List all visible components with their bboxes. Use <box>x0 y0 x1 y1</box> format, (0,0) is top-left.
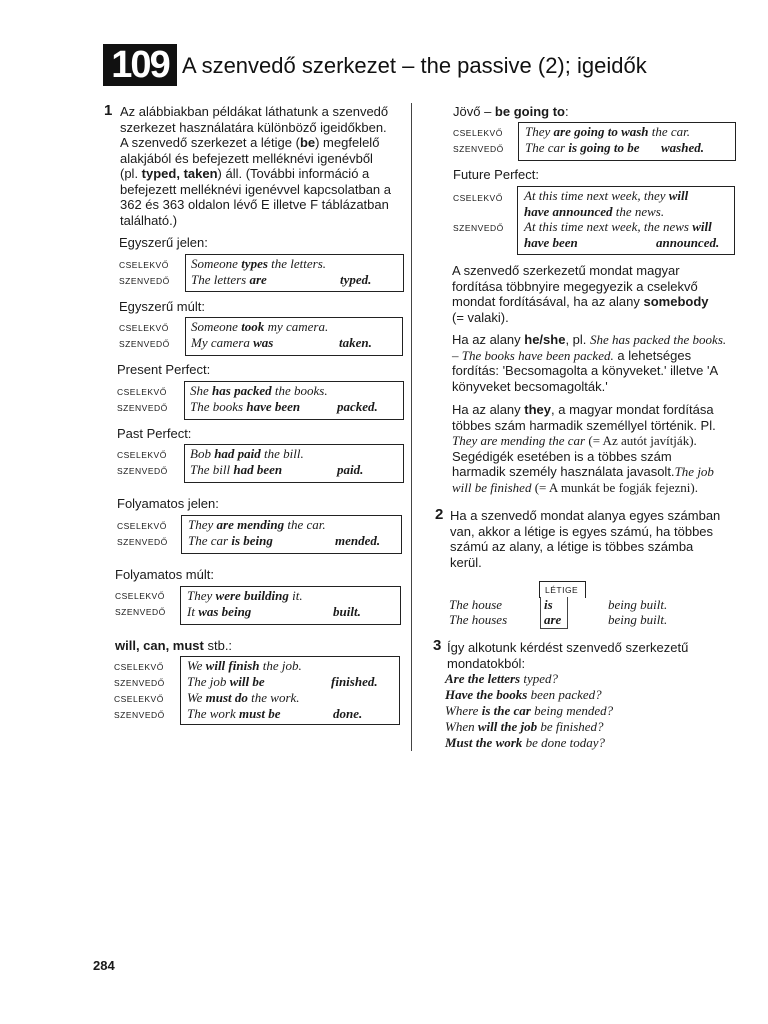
heading-egyszeru-mult: Egyszerű múlt: <box>119 299 205 314</box>
letige-bracket <box>567 597 568 629</box>
label-active: CSELEKVŐ <box>114 694 164 704</box>
passive-sentence: It was being <box>187 604 252 619</box>
passive-sentence: The job will be <box>187 674 265 689</box>
heading-past-perfect: Past Perfect: <box>117 426 192 441</box>
active-sentence: They were building it. <box>187 588 303 603</box>
paragraph-somebody: A szenvedő szerkezetű mondat magyar fordítása többnyire megegyezik a cselekvő mondat fordításával, ha az alany somebody (= valaki). <box>452 263 709 325</box>
past-participle: typed. <box>340 272 372 287</box>
past-participle: announced. <box>656 235 720 250</box>
label-passive: SZENVEDŐ <box>114 710 165 720</box>
section3-text: Így alkotunk kérdést szenvedő szerkezetű mondatokból: <box>447 640 689 671</box>
ending-singular: being built. <box>608 597 668 612</box>
section-number-3: 3 <box>433 637 442 654</box>
subject-singular: The house <box>449 597 503 612</box>
label-active: CSELEKVŐ <box>453 193 503 203</box>
section2-text: Ha a szenvedő mondat alanya egyes számban van, akkor a létige is egyes számú, ha többes számú az alany, a létige is többes számba kerül. <box>450 508 721 570</box>
verb-are: are <box>544 612 562 627</box>
past-participle: finished. <box>331 674 378 689</box>
heading-egyszeru-jelen: Egyszerű jelen: <box>119 235 208 250</box>
ending-plural: being built. <box>608 612 668 627</box>
active-sentence: They are mending the car. <box>188 517 326 532</box>
question-4: When will the job be finished? <box>445 719 604 734</box>
letige-bracket <box>540 597 541 629</box>
label-passive: SZENVEDŐ <box>117 403 168 413</box>
label-active: CSELEKVŐ <box>119 323 169 333</box>
passive-sentence-cont: have been <box>524 235 578 250</box>
active-sentence: Someone took my camera. <box>191 319 329 334</box>
section-number-1: 1 <box>104 102 113 119</box>
past-participle: built. <box>333 604 361 619</box>
active-sentence: We must do the work. <box>187 690 300 705</box>
heading-present-perfect: Present Perfect: <box>117 362 211 377</box>
label-active: CSELEKVŐ <box>117 387 167 397</box>
active-sentence: We will finish the job. <box>187 658 302 673</box>
question-5: Must the work be done today? <box>445 735 605 750</box>
heading-jovo: Jövő – be going to: <box>453 104 569 119</box>
letige-underline <box>540 628 568 629</box>
question-2: Have the books been packed? <box>445 687 602 702</box>
section-number-2: 2 <box>435 506 444 523</box>
label-passive: SZENVEDŐ <box>119 339 170 349</box>
passive-sentence: The work must be <box>187 706 281 721</box>
past-participle: paid. <box>337 462 364 477</box>
label-active: CSELEKVŐ <box>114 662 164 672</box>
label-passive: SZENVEDŐ <box>114 678 165 688</box>
verb-is: is <box>544 597 553 612</box>
label-passive: SZENVEDŐ <box>117 537 168 547</box>
label-passive: SZENVEDŐ <box>453 223 504 233</box>
subject-plural: The houses <box>449 612 508 627</box>
paragraph-they: Ha az alany they, a magyar mondat fordítása többes szám harmadik személlyel történik. Pl. They are mending the car (= Az autót javítják). Segédigék esetében is a többes szám harmadik személy használata javasolt.The job will be finished (= A munkát be fogják fejezni). <box>452 402 716 495</box>
label-passive: SZENVEDŐ <box>119 276 170 286</box>
label-active: CSELEKVŐ <box>117 521 167 531</box>
active-sentence: They are going to wash the car. <box>525 124 691 139</box>
label-active: CSELEKVŐ <box>453 128 503 138</box>
past-participle: packed. <box>337 399 378 414</box>
heading-folyamatos-jelen: Folyamatos jelen: <box>117 496 219 511</box>
section1-intro: Az alábbiakban példákat láthatunk a szenvedő szerkezet használatára különböző igeidőkben. A szenvedő szerkezet a létige (be) megfelelő alakjából és befejezett melléknévi igenévből (pl. typed, taken) áll. (További információ a befejezett melléknévi igenévvel kapcsolatban a 362 és 363 oldalon lévő E illetve F táblázatban található.) <box>120 104 392 228</box>
past-participle: mended. <box>335 533 381 548</box>
paragraph-heshe: Ha az alany he/she, pl. She has packed the books. – The books have been packed. a lehetséges fordítás: 'Becsomagolta a könyveket.' illetve 'A könyveket becsomagolták.' <box>452 332 727 394</box>
lesson-number-badge: 109 <box>103 44 177 86</box>
label-active: CSELEKVŐ <box>115 591 165 601</box>
question-1: Are the letters typed? <box>445 671 559 686</box>
heading-folyamatos-mult: Folyamatos múlt: <box>115 567 214 582</box>
passive-sentence: The bill had been <box>190 462 283 477</box>
label-active: CSELEKVŐ <box>117 450 167 460</box>
label-passive: SZENVEDŐ <box>117 466 168 476</box>
passive-sentence: My camera was <box>191 335 274 350</box>
page-number: 284 <box>93 958 115 973</box>
passive-sentence: The books have been <box>190 399 301 414</box>
past-participle: done. <box>333 706 363 721</box>
column-divider <box>411 103 412 751</box>
label-passive: SZENVEDŐ <box>453 144 504 154</box>
active-sentence: Bob had paid the bill. <box>190 446 304 461</box>
past-participle: taken. <box>339 335 372 350</box>
active-sentence: She has packed the books. <box>190 383 328 398</box>
page-title: A szenvedő szerkezet – the passive (2); igeidők <box>182 53 647 78</box>
heading-future-perfect: Future Perfect: <box>453 167 539 182</box>
label-active: CSELEKVŐ <box>119 260 169 270</box>
question-3: Where is the car being mended? <box>445 703 614 718</box>
label-passive: SZENVEDŐ <box>115 607 166 617</box>
passive-sentence: The car is being <box>188 533 273 548</box>
passive-sentence: The letters are <box>191 272 267 287</box>
past-participle: washed. <box>661 140 704 155</box>
passive-sentence: At this time next week, the news will <box>524 219 712 234</box>
active-sentence-cont: have announced the news. <box>524 204 665 219</box>
passive-sentence: The car is going to be <box>525 140 640 155</box>
heading-modals: will, can, must stb.: <box>115 638 233 653</box>
letige-label: LÉTIGE <box>545 585 579 595</box>
active-sentence: At this time next week, they will <box>524 188 689 203</box>
active-sentence: Someone types the letters. <box>191 256 327 271</box>
